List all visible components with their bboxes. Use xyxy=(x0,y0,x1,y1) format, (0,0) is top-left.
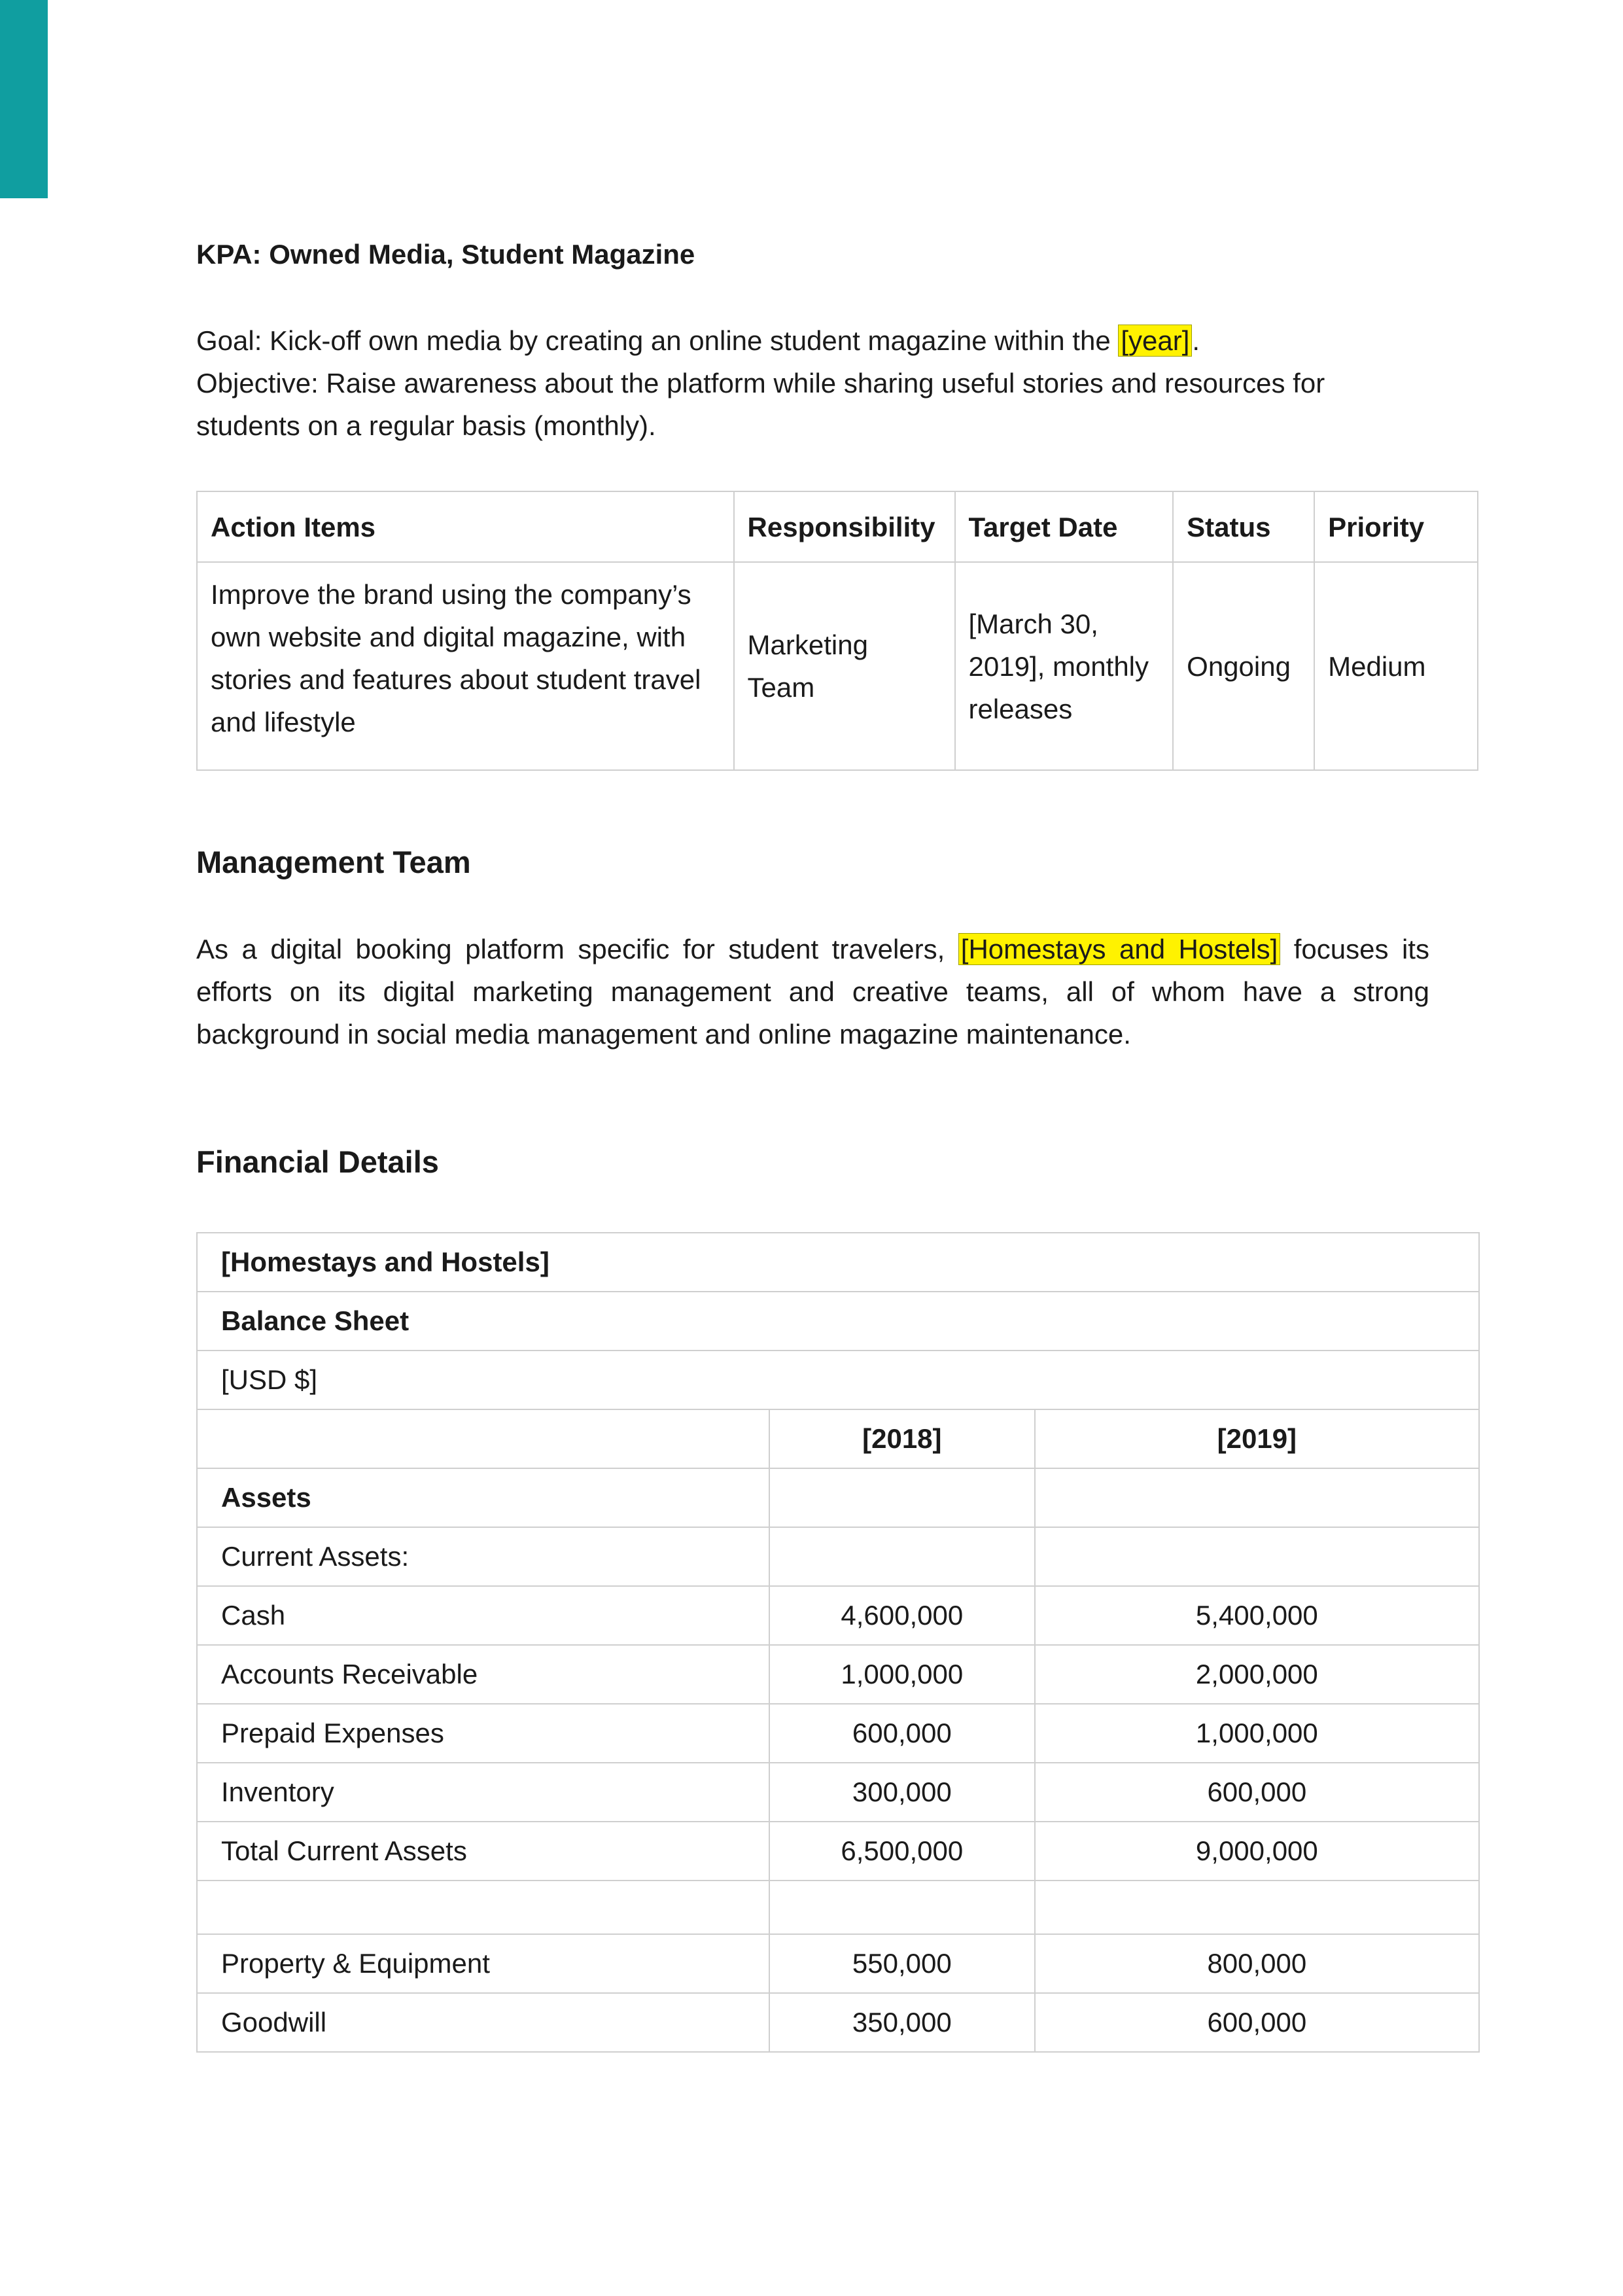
value-2019: 600,000 xyxy=(1035,1763,1479,1822)
financial-heading: Financial Details xyxy=(196,1144,439,1179)
cell-action: Improve the brand using the company’s own website and digital magazine, with stories and features about student travel and lifestyle xyxy=(197,562,734,770)
header-action-items: Action Items xyxy=(197,491,734,562)
value-2018: 350,000 xyxy=(769,1993,1035,2052)
value-2019: 600,000 xyxy=(1035,1993,1479,2052)
company-name: [Homestays and Hostels] xyxy=(197,1233,1479,1292)
value-2019: 2,000,000 xyxy=(1035,1645,1479,1704)
objective-text: Objective: Raise awareness about the platform while sharing useful stories and resources for students on a regular basis (monthly). xyxy=(196,368,1325,441)
spacer-row xyxy=(197,1881,1479,1934)
value-2018: 1,000,000 xyxy=(769,1645,1035,1704)
row-label: Prepaid Expenses xyxy=(197,1704,769,1763)
sheet-title: Balance Sheet xyxy=(197,1292,1479,1351)
value-2018: 600,000 xyxy=(769,1704,1035,1763)
balance-sheet-table xyxy=(196,1232,1480,2053)
cell-target-date: [March 30, 2019], monthly releases xyxy=(955,562,1174,770)
year-placeholder: [year] xyxy=(1118,325,1192,357)
row-label: Accounts Receivable xyxy=(197,1645,769,1704)
table-row xyxy=(197,562,1478,770)
empty-cell xyxy=(1035,1527,1479,1586)
company-placeholder: [Homestays and Hostels] xyxy=(958,933,1280,965)
value-2019: 9,000,000 xyxy=(1035,1822,1479,1881)
goal-prefix: Goal: Kick-off own media by creating an online student magazine within the xyxy=(196,325,1119,356)
empty-cell xyxy=(197,1881,769,1934)
row-label: Total Current Assets xyxy=(197,1822,769,1881)
header-target-date: Target Date xyxy=(955,491,1174,562)
row-label: Inventory xyxy=(197,1763,769,1822)
table-row xyxy=(197,1645,1479,1704)
management-text xyxy=(196,928,1429,1055)
management-prefix: As a digital booking platform specific for student travelers, xyxy=(196,934,958,964)
table-row xyxy=(197,1934,1479,1993)
value-2019: 800,000 xyxy=(1035,1934,1479,1993)
row-label: Property & Equipment xyxy=(197,1934,769,1993)
row-label: Cash xyxy=(197,1586,769,1645)
management-suffix: focuses its efforts on its digital marketing management and creative teams, all of whom have a strong background in social media management and online magazine maintenance. xyxy=(196,934,1429,1050)
table-row xyxy=(197,1586,1479,1645)
year-header-row xyxy=(197,1409,1479,1468)
goal-suffix: . xyxy=(1192,325,1200,356)
empty-cell xyxy=(769,1468,1035,1527)
year-2019: [2019] xyxy=(1035,1409,1479,1468)
cell-priority: Medium xyxy=(1314,562,1478,770)
assets-label: Assets xyxy=(197,1468,769,1527)
table-header-row xyxy=(197,491,1478,562)
value-2018: 300,000 xyxy=(769,1763,1035,1822)
value-2018: 550,000 xyxy=(769,1934,1035,1993)
table-row xyxy=(197,1993,1479,2052)
empty-cell xyxy=(769,1527,1035,1586)
value-2019: 1,000,000 xyxy=(1035,1704,1479,1763)
empty-cell xyxy=(1035,1468,1479,1527)
empty-cell xyxy=(769,1881,1035,1934)
row-label: Goodwill xyxy=(197,1993,769,2052)
year-2018: [2018] xyxy=(769,1409,1035,1468)
table-row xyxy=(197,1822,1479,1881)
header-status: Status xyxy=(1173,491,1314,562)
currency-label: [USD $] xyxy=(197,1351,1479,1409)
kpa-title: KPA: Owned Media, Student Magazine xyxy=(196,239,695,270)
header-priority: Priority xyxy=(1314,491,1478,562)
value-2018: 6,500,000 xyxy=(769,1822,1035,1881)
value-2019: 5,400,000 xyxy=(1035,1586,1479,1645)
table-row xyxy=(197,1704,1479,1763)
empty-cell xyxy=(197,1409,769,1468)
accent-bar xyxy=(0,0,48,198)
header-responsibility: Responsibility xyxy=(734,491,955,562)
management-heading: Management Team xyxy=(196,845,471,879)
current-assets-label: Current Assets: xyxy=(197,1527,769,1586)
cell-status: Ongoing xyxy=(1173,562,1314,770)
value-2018: 4,600,000 xyxy=(769,1586,1035,1645)
table-row xyxy=(197,1763,1479,1822)
cell-responsibility: Marketing Team xyxy=(734,562,955,770)
goal-text xyxy=(196,319,1429,362)
action-items-table xyxy=(196,491,1478,771)
empty-cell xyxy=(1035,1881,1479,1934)
